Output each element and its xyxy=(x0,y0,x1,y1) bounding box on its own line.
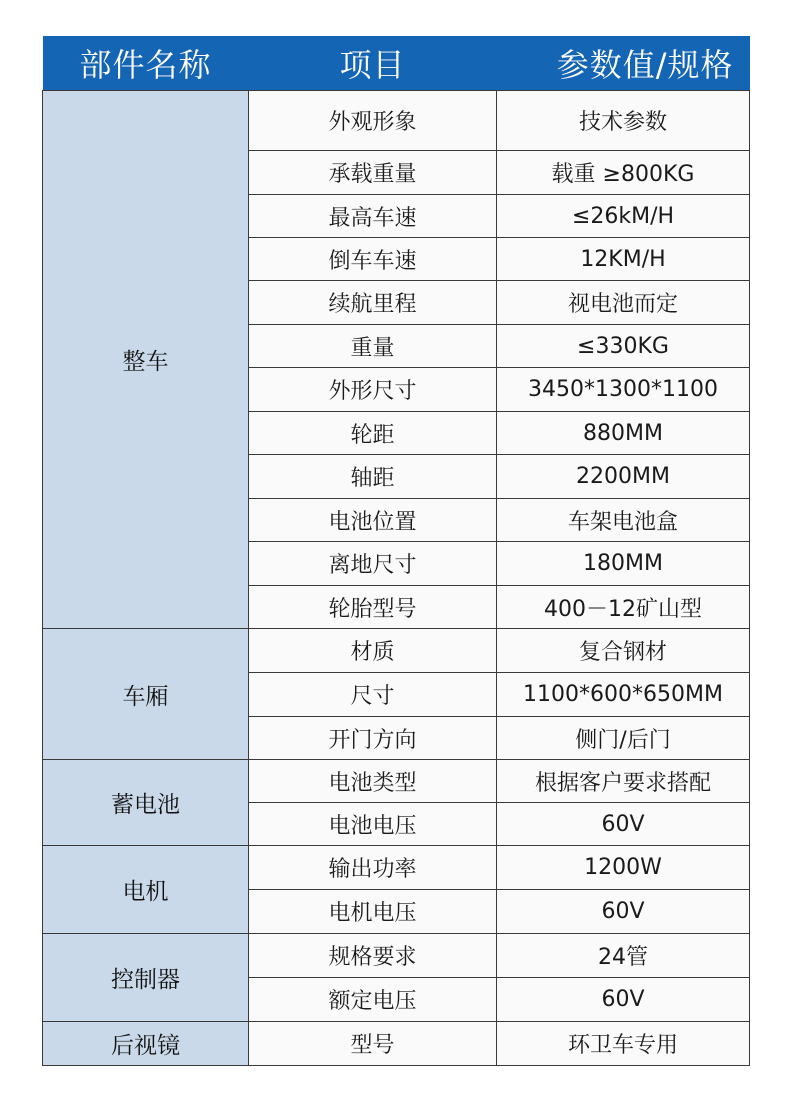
table-row xyxy=(43,629,750,673)
part-name-cell: 整车 xyxy=(43,91,249,629)
part-name-cell: 控制器 xyxy=(43,934,249,1022)
item-cell: 轴距 xyxy=(249,455,497,499)
item-cell: 电池电压 xyxy=(249,803,497,846)
value-cell: 400－12矿山型 xyxy=(497,586,750,629)
table-row xyxy=(43,1022,750,1066)
item-cell: 额定电压 xyxy=(249,978,497,1022)
value-cell: 根据客户要求搭配 xyxy=(497,760,750,803)
item-cell: 电机电压 xyxy=(249,890,497,934)
item-cell: 外观形象 xyxy=(249,91,497,151)
item-cell: 倒车车速 xyxy=(249,238,497,281)
value-cell: 3450*1300*1100 xyxy=(497,368,750,412)
item-cell: 开门方向 xyxy=(249,717,497,760)
item-cell: 最高车速 xyxy=(249,195,497,238)
value-cell: 侧门/后门 xyxy=(497,717,750,760)
part-name-cell: 电机 xyxy=(43,846,249,934)
item-cell: 轮距 xyxy=(249,412,497,455)
item-cell: 外形尺寸 xyxy=(249,368,497,412)
table-row xyxy=(43,846,750,890)
header-value: 参数值/规格 xyxy=(497,36,750,91)
value-cell: 180MM xyxy=(497,542,750,586)
part-name-cell: 车厢 xyxy=(43,629,249,760)
part-name-cell: 蓄电池 xyxy=(43,760,249,846)
item-cell: 规格要求 xyxy=(249,934,497,978)
item-cell: 电池位置 xyxy=(249,499,497,542)
value-cell: 环卫车专用 xyxy=(497,1022,750,1066)
table-header-row xyxy=(43,36,750,91)
item-cell: 承载重量 xyxy=(249,151,497,195)
value-cell: 1200W xyxy=(497,846,750,890)
value-cell: 车架电池盒 xyxy=(497,499,750,542)
value-cell: 60V xyxy=(497,890,750,934)
item-cell: 离地尺寸 xyxy=(249,542,497,586)
value-cell: 60V xyxy=(497,978,750,1022)
part-name-cell: 后视镜 xyxy=(43,1022,249,1066)
table-row xyxy=(43,91,750,151)
value-cell: ≤330KG xyxy=(497,325,750,368)
table-row xyxy=(43,760,750,803)
item-cell: 重量 xyxy=(249,325,497,368)
header-part-name: 部件名称 xyxy=(43,36,249,91)
value-cell: 880MM xyxy=(497,412,750,455)
value-cell: 2200MM xyxy=(497,455,750,499)
value-cell: 复合钢材 xyxy=(497,629,750,673)
header-item: 项目 xyxy=(249,36,497,91)
item-cell: 尺寸 xyxy=(249,673,497,717)
value-cell: 1100*600*650MM xyxy=(497,673,750,717)
value-cell: 视电池而定 xyxy=(497,281,750,325)
value-cell: ≤26kM/H xyxy=(497,195,750,238)
value-cell: 技术参数 xyxy=(497,91,750,151)
value-cell: 60V xyxy=(497,803,750,846)
item-cell: 材质 xyxy=(249,629,497,673)
value-cell: 载重 ≥800KG xyxy=(497,151,750,195)
item-cell: 输出功率 xyxy=(249,846,497,890)
value-cell: 12KM/H xyxy=(497,238,750,281)
item-cell: 电池类型 xyxy=(249,760,497,803)
item-cell: 续航里程 xyxy=(249,281,497,325)
table-body xyxy=(43,91,750,1066)
spec-table xyxy=(42,36,750,1066)
table-row xyxy=(43,934,750,978)
value-cell: 24管 xyxy=(497,934,750,978)
item-cell: 轮胎型号 xyxy=(249,586,497,629)
item-cell: 型号 xyxy=(249,1022,497,1066)
